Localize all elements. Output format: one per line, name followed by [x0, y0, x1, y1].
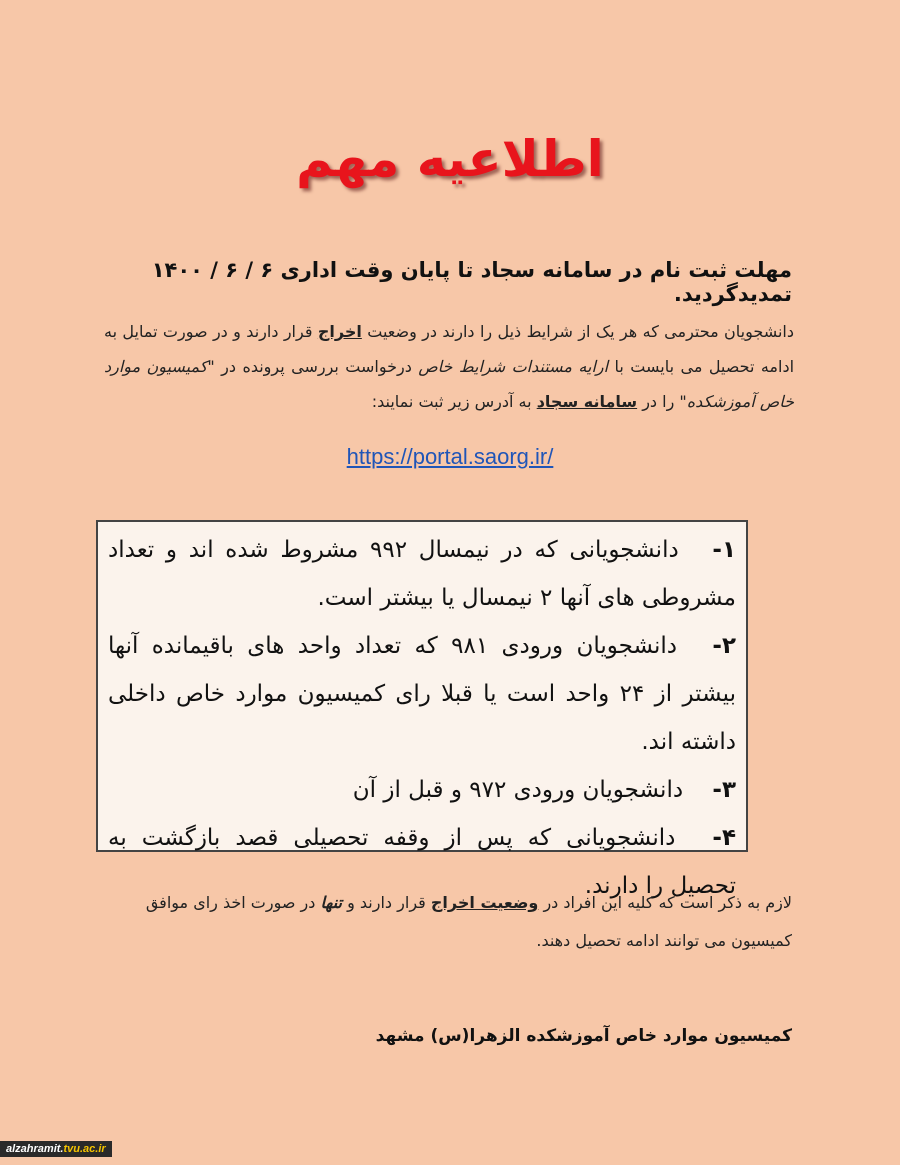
- watermark-prefix: alzahramit.: [6, 1143, 64, 1155]
- condition-item: [108, 622, 736, 766]
- condition-number: ۱-: [712, 537, 737, 563]
- conditions-box: [96, 520, 748, 899]
- portal-link-row: [0, 444, 900, 470]
- condition-text: دانشجویان ورودی ۹۸۱ که تعداد واحد های باقیمانده آنها بیشتر از ۲۴ واحد است یا قبلا رای کمیسیون موارد خاص داخلی داشته اند.: [108, 633, 736, 755]
- intro-part-1: دانشجویان محترمی که هر یک از شرایط ذیل را دارند در وضعیت: [367, 322, 794, 341]
- intro-paragraph: [104, 314, 794, 419]
- intro-italic-documents: ارایه مستندات شرایط خاص: [418, 357, 609, 376]
- signature: کمیسیون موارد خاص آموزشکده الزهرا(س) مشهد: [375, 1026, 792, 1046]
- note-paragraph: [102, 884, 792, 960]
- watermark-domain: tvu.ac.ir: [63, 1143, 106, 1155]
- condition-number: ۳-: [712, 777, 736, 803]
- deadline-headline: مهلت ثبت نام در سامانه سجاد تا پایان وقت اداری ۶ / ۶ / ۱۴۰۰ تمدیدگردید.: [151, 258, 792, 306]
- intro-term-expelled: اخراج: [317, 322, 362, 341]
- note-term-expelled-status: وضعیت اخراج: [430, 893, 539, 912]
- condition-text: دانشجویان ورودی ۹۷۲ و قبل از آن: [352, 777, 684, 803]
- intro-part-4: را در: [642, 392, 675, 411]
- intro-italic-commission: "کمیسیون موارد خاص آموزشکده": [104, 357, 794, 411]
- intro-term-sajjad: سامانه سجاد: [536, 392, 638, 411]
- notice-title: اطلاعیه مهم: [296, 130, 604, 188]
- site-watermark: [0, 1141, 112, 1157]
- portal-link[interactable]: https://portal.saorg.ir/: [346, 444, 554, 469]
- condition-text: دانشجویانی که در نیمسال ۹۹۲ مشروط شده اند و تعداد مشروطی های آنها ۲ نیمسال یا بیشتر است.: [108, 537, 736, 611]
- intro-part-5: به آدرس زیر ثبت نمایند:: [371, 392, 532, 411]
- condition-item: [108, 766, 736, 814]
- note-italic-only: تنها: [320, 893, 342, 912]
- condition-number: ۲-: [712, 633, 736, 659]
- intro-part-3: درخواست بررسی پرونده در: [221, 357, 412, 376]
- note-part-c: در صورت اخذ رای موافق کمیسیون می توانند ادامه تحصیل دهند.: [145, 893, 792, 950]
- note-part-a: لازم به ذکر است که کلیه این افراد در: [543, 893, 792, 912]
- condition-number: ۴-: [712, 825, 736, 851]
- intro-part-2: قرار دارند و در صورت تمایل به ادامه تحصیل می بایست با: [104, 322, 795, 376]
- condition-item: [108, 526, 736, 622]
- note-part-b: قرار دارند و: [347, 893, 426, 912]
- condition-text: دانشجویانی که پس از وقفه تحصیلی قصد بازگشت به تحصیل را دارند.: [108, 825, 736, 899]
